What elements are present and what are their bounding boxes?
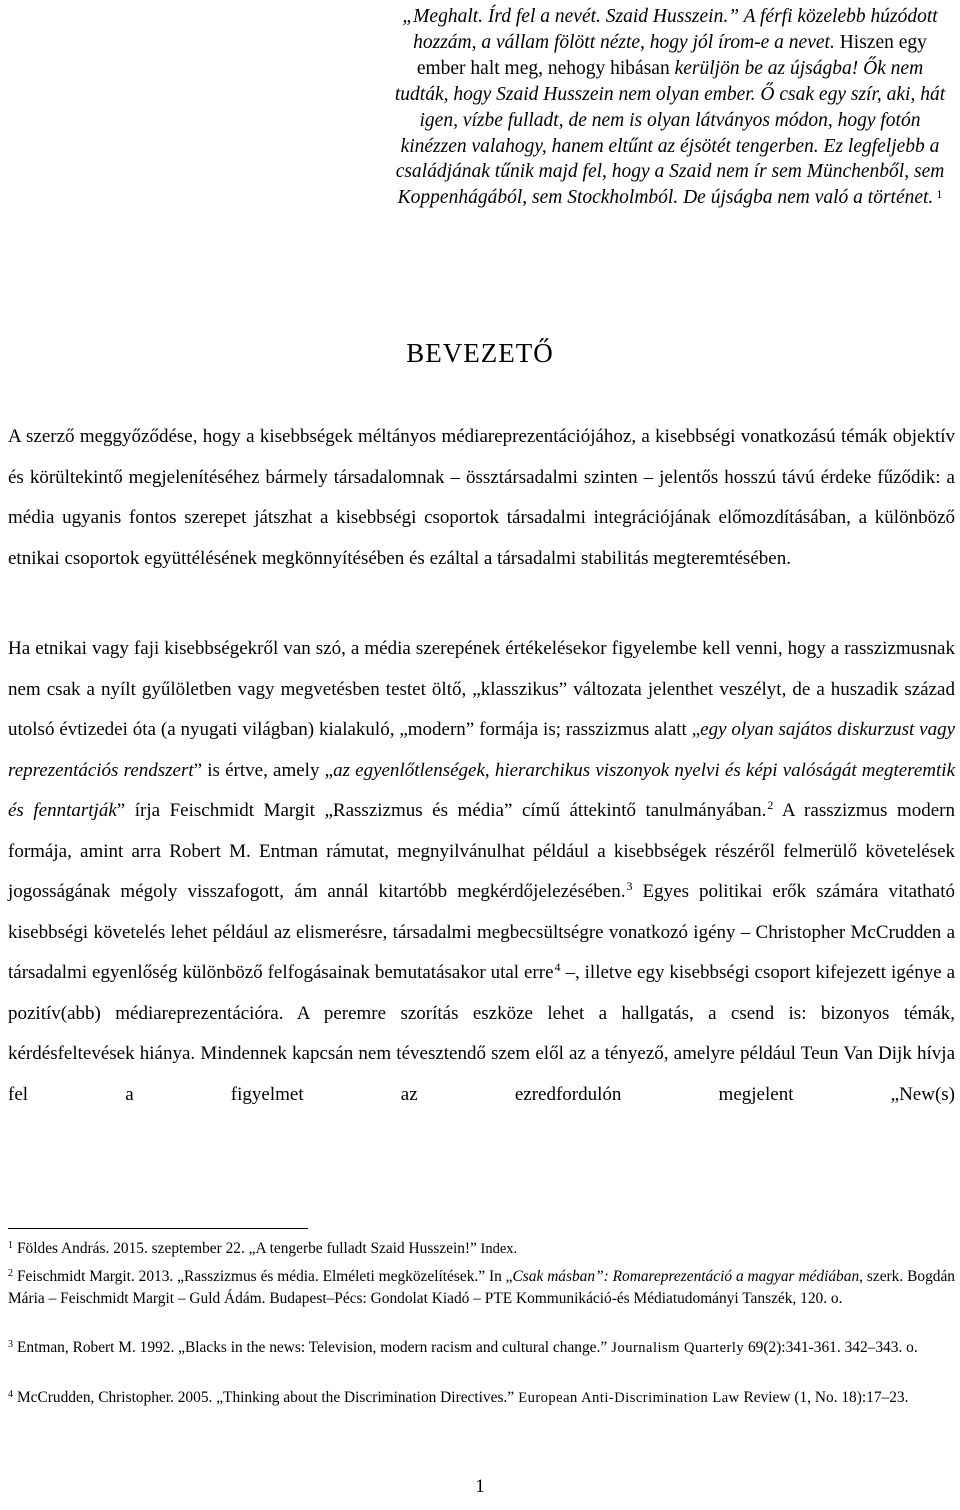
footnote-4-text: McCrudden, Christopher. 2005. „Thinking about the Discrimination Directives.”	[17, 1389, 515, 1406]
p2-text-6: –, illetve egy kisebbségi csoport kifejezett igénye a pozitív(abb) médiareprezentációra. A peremre szorítás eszköze lehet a hallgatás, a csend is: bizonyos témák, kérdésfeltevések hiánya. Mindennek kapcsán nem tévesztendő szem elől az a tényező, amelyre például Teun Van Dijk hívja fel a figyelmet az ezredfordulón megjelent „New(s)	[8, 962, 956, 1105]
p2-text-5: Egyes politikai erők számára vitatható kisebbségi követelés lehet például az elismerésre, társadalmi megbecsültségre vonatkozó igény – Christopher McCrudden a társadalmi egyenlőség különböző felfogásainak bemutatásakor utal erre	[8, 881, 955, 983]
footnote-1-number: 1	[8, 1240, 13, 1251]
footnote-4-tail: Review (1, No. 18):17–23.	[739, 1389, 909, 1406]
footnote-1-text: Földes András. 2015. szeptember 22. „A tengerbe fulladt Szaid Husszein!”	[17, 1240, 477, 1257]
footnote-ref-4[interactable]: 4	[554, 960, 561, 974]
epigraph-text	[390, 4, 950, 211]
footnote-ref-3[interactable]: 3	[626, 879, 633, 893]
footnote-1-source: Index.	[476, 1241, 518, 1257]
body-paragraph-2	[8, 629, 955, 1115]
footnote-separator	[8, 1228, 308, 1229]
p2-italic-quote-2: az egyenlőtlenségek, hierarchikus viszonyok nyelvi és képi valóságát megteremtik és fenntartják	[8, 759, 955, 821]
footnote-4-journal: European Anti-Discrimination Law	[514, 1390, 740, 1406]
footnote-3-journal: Journalism Quarterly	[607, 1340, 745, 1356]
footnote-ref-2[interactable]: 2	[767, 798, 774, 812]
p2-text-4: A rasszizmus modern formája, amint arra Robert M. Entman rámutat, megnyilvánulhat például a kisebbségek részéről felmerülő követelések jogosságának mégoly visszafogott, ám annál kitartóbb megkérdőjelezésében.	[8, 800, 956, 902]
epigraph-line2: A férfi közelebb húzódott hozzám, a vállam fölött nézte, hogy jól írom-e a nevet.	[413, 6, 938, 53]
footnote-3-number: 3	[8, 1339, 13, 1350]
epigraph-line3-upright: hibásan	[610, 57, 670, 79]
footnote-3-tail: 69(2):341-361. 342–343. o.	[744, 1339, 918, 1356]
body-paragraph-1: A szerző meggyőződése, hogy a kisebbségek méltányos médiareprezentációjához, a kisebbségi vonatkozású témák objektív és körültekintő megjelenítéséhez bármely társadalomnak – össztársadalmi szinten – jelentős hosszú távú érdeke fűződik: a média ugyanis fontos szerepet játszhat a kisebbségi csoportok társadalmi integrációjának előmozdításában, a különböző etnikai csoportok együttélésének megkönnyítésében és ezáltal a társadalmi stabilitás megteremtésében.	[8, 426, 955, 569]
footnote-2	[8, 1266, 955, 1310]
epigraph	[390, 4, 950, 211]
p2-text-3: ” írja Feischmidt Margit „Rasszizmus és média” című áttekintő tanulmányában.	[116, 800, 767, 821]
epigraph-line1: „Meghalt. Írd fel a nevét. Szaid Husszein.”	[402, 6, 740, 27]
page-number: 1	[475, 1476, 485, 1497]
footnote-2-text: Feischmidt Margit. 2013. „Rasszizmus és média. Elméleti megközelítések.” In „	[17, 1268, 513, 1285]
footnote-4	[8, 1387, 955, 1409]
p2-text-1: Ha etnikai vagy faji kisebbségekről van szó, a média szerepének értékelésekor figyelembe kell venni, hogy a rasszizmusnak nem csak a nyílt gyűlöletben vagy megvetésben testet öltő, „klasszikus” változata jelenthet veszélyt, de a huszadik század utolsó évtizedei óta (a nyugati világban) kialakuló, „modern” formája is; rasszizmus alatt „	[8, 638, 955, 740]
footnote-2-italic-title: Csak másban”: Romareprezentáció a magyar médiában	[512, 1268, 860, 1285]
footnote-2-number: 2	[8, 1268, 13, 1279]
section-heading: BEVEZETŐ	[406, 338, 554, 368]
footnote-1	[8, 1238, 955, 1260]
epigraph-line3: kerüljön be az újságba! Ők nem tudták, hogy Szaid Husszein nem olyan ember. Ő csak egy szír, aki, hát igen, vízbe fulladt, de nem is olyan látványos módon, hogy fotón kinézzen valahogy, hanem eltűnt az éjsötét tengerben. Ez legfeljebb a családjának tűnik majd fel, hogy a Szaid nem ír sem Münchenből, sem Koppenhágából, sem Stockholmból. De újságba nem való a történet.	[394, 57, 946, 209]
footnote-3-text: Entman, Robert M. 1992. „Blacks in the news: Television, modern racism and cultural change.”	[17, 1339, 608, 1356]
p2-text-2: ” is értve, amely „	[193, 759, 334, 781]
footnote-ref-1[interactable]: 1	[936, 187, 943, 202]
footnote-4-number: 4	[8, 1389, 13, 1400]
epigraph-line2-upright: Hiszen egy ember halt meg, nehogy	[416, 31, 927, 79]
footnote-3	[8, 1337, 955, 1359]
p2-italic-quote-1: egy olyan sajátos diskurzust vagy reprezentációs rendszert	[8, 719, 956, 781]
footnote-2-tail: , szerk. Bogdán Mária – Feischmidt Margit – Guld Ádám. Budapest–Pécs: Gondolat Kiadó – PTE Kommunikáció-és Médiatudományi Tanszék, 120. o.	[8, 1268, 955, 1307]
